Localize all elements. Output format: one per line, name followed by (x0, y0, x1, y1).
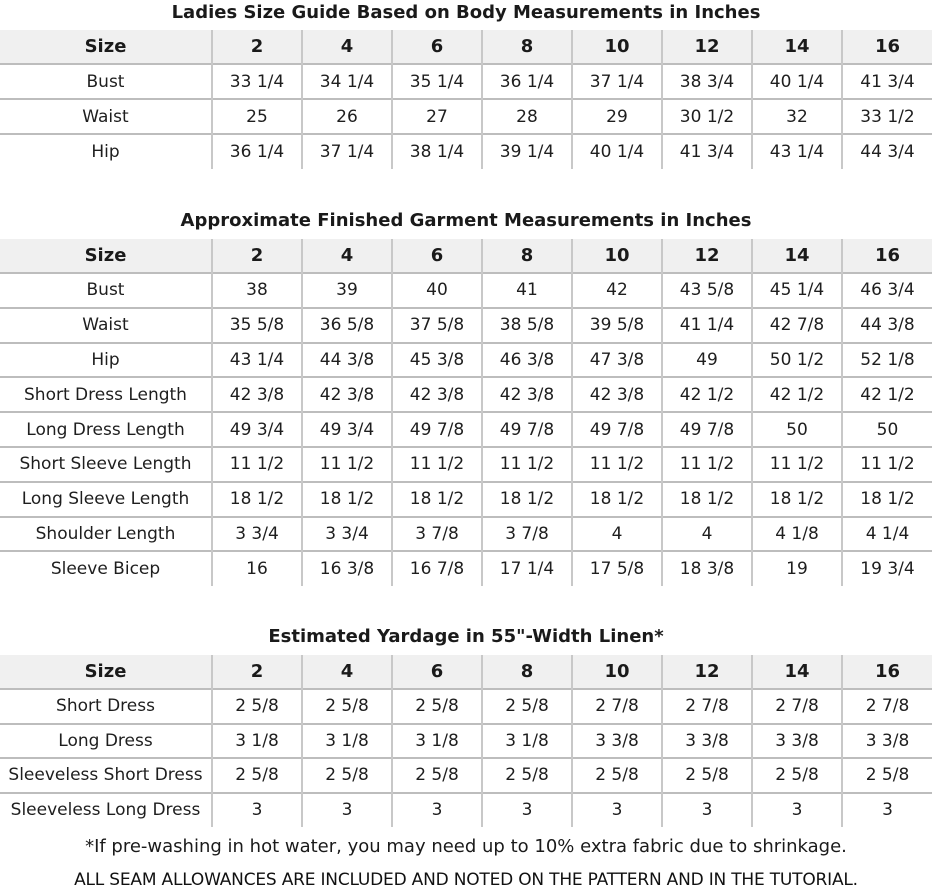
measurement-cell: 11 1/2 (392, 447, 482, 482)
table-row (0, 412, 932, 447)
table-row (0, 99, 932, 134)
measurement-cell: 33 1/2 (842, 99, 932, 134)
measurement-cell: 49 (662, 343, 752, 378)
measurement-cell: 42 3/8 (572, 377, 662, 412)
measurement-cell: 18 1/2 (212, 482, 302, 517)
row-label: Short Dress (56, 696, 155, 717)
table-row (0, 308, 932, 343)
size-column-header: 4 (302, 30, 392, 64)
size-column-header: 14 (752, 655, 842, 689)
measurement-cell: 39 (302, 273, 392, 308)
measurement-cell: 3 (212, 793, 302, 828)
table-row (0, 273, 932, 308)
row-label: Waist (82, 106, 129, 127)
measurement-cell: 39 5/8 (572, 308, 662, 343)
size-column-header: 6 (392, 30, 482, 64)
measurement-cell: 2 7/8 (662, 689, 752, 724)
measurement-cell: 18 1/2 (392, 482, 482, 517)
measurement-cell: 35 1/4 (392, 64, 482, 99)
table-row (0, 793, 932, 828)
body-measurements-table (0, 30, 932, 169)
measurement-cell: 38 (212, 273, 302, 308)
measurement-cell: 3 1/8 (392, 724, 482, 759)
measurement-cell: 11 1/2 (842, 447, 932, 482)
size-column-header: 14 (752, 239, 842, 273)
measurement-cell: 43 1/4 (212, 343, 302, 378)
measurement-cell: 3 3/4 (302, 517, 392, 552)
measurement-cell: 42 3/8 (302, 377, 392, 412)
size-column-header: 2 (212, 30, 302, 64)
measurement-cell: 50 (752, 412, 842, 447)
measurement-cell: 42 3/8 (392, 377, 482, 412)
size-column-header: 2 (212, 239, 302, 273)
size-column-header: 6 (392, 239, 482, 273)
measurement-cell: 44 3/8 (302, 343, 392, 378)
measurement-cell: 2 5/8 (392, 689, 482, 724)
size-column-header: 16 (842, 30, 932, 64)
measurement-cell: 42 (572, 273, 662, 308)
row-label: Hip (91, 142, 120, 162)
measurement-cell: 49 7/8 (392, 412, 482, 447)
row-label: Sleeve Bicep (50, 559, 161, 580)
measurement-cell: 40 1/4 (572, 134, 662, 169)
measurement-cell: 30 1/2 (662, 99, 752, 134)
measurement-cell: 27 (392, 99, 482, 134)
table-row (0, 343, 932, 378)
measurement-cell: 2 5/8 (212, 689, 302, 724)
size-column-header: 12 (662, 655, 752, 689)
measurement-cell: 19 3/4 (842, 551, 932, 586)
measurement-cell: 50 1/2 (752, 343, 842, 378)
measurement-cell: 38 3/4 (662, 64, 752, 99)
measurement-cell: 18 1/2 (572, 482, 662, 517)
table-row (0, 134, 932, 169)
measurement-cell: 35 5/8 (212, 308, 302, 343)
measurement-cell: 42 3/8 (212, 377, 302, 412)
row-label: Sleeveless Long Dress (10, 800, 201, 821)
size-column-header: 12 (662, 239, 752, 273)
measurement-cell: 3 3/8 (572, 724, 662, 759)
table-row (0, 689, 932, 724)
measurement-cell: 3 (302, 793, 392, 828)
prewash-footnote: *If pre-washing in hot water, you may need up to 10% extra fabric due to shrinkage. (85, 836, 847, 857)
measurement-cell: 49 7/8 (482, 412, 572, 447)
row-label: Hip (91, 349, 120, 370)
measurement-cell: 3 (842, 793, 932, 828)
size-column-header: 8 (482, 30, 572, 64)
measurement-cell: 16 (212, 551, 302, 586)
measurement-cell: 41 (482, 273, 572, 308)
measurement-cell: 11 1/2 (302, 447, 392, 482)
measurement-cell: 18 1/2 (482, 482, 572, 517)
measurement-cell: 26 (302, 99, 392, 134)
measurement-cell: 2 7/8 (752, 689, 842, 724)
measurement-cell: 11 1/2 (212, 447, 302, 482)
measurement-cell: 3 1/8 (302, 724, 392, 759)
table-row (0, 517, 932, 552)
table-row (0, 724, 932, 759)
table-row (0, 377, 932, 412)
measurement-cell: 2 5/8 (212, 758, 302, 793)
measurement-cell: 50 (842, 412, 932, 447)
size-column-header: 10 (572, 655, 662, 689)
size-column-header: 8 (482, 239, 572, 273)
size-column-header: 16 (842, 655, 932, 689)
measurement-cell: 2 5/8 (572, 758, 662, 793)
measurement-cell: 38 5/8 (482, 308, 572, 343)
measurement-cell: 34 1/4 (302, 64, 392, 99)
size-header-row (0, 239, 932, 273)
yardage-table (0, 655, 932, 827)
size-column-header: 8 (482, 655, 572, 689)
measurement-cell: 3 (572, 793, 662, 828)
size-column-header: 10 (572, 30, 662, 64)
measurement-cell: 2 7/8 (572, 689, 662, 724)
measurement-cell: 11 1/2 (662, 447, 752, 482)
measurement-cell: 41 1/4 (662, 308, 752, 343)
table-row (0, 64, 932, 99)
size-column-header: 2 (212, 655, 302, 689)
size-header-label: Size (0, 30, 212, 64)
size-column-header: 10 (572, 239, 662, 273)
measurement-cell: 2 5/8 (842, 758, 932, 793)
measurement-cell: 49 7/8 (662, 412, 752, 447)
measurement-cell: 3 (392, 793, 482, 828)
seam-allowance-note: ALL SEAM ALLOWANCES ARE INCLUDED AND NOTED ON THE PATTERN AND IN THE TUTORIAL. (74, 870, 858, 890)
measurement-cell: 45 1/4 (752, 273, 842, 308)
size-column-header: 16 (842, 239, 932, 273)
row-label: Long Dress (58, 730, 153, 751)
measurement-cell: 18 1/2 (662, 482, 752, 517)
row-label: Short Dress Length (24, 384, 187, 405)
measurement-cell: 3 (482, 793, 572, 828)
measurement-cell: 2 5/8 (302, 758, 392, 793)
measurement-cell: 3 (752, 793, 842, 828)
measurement-cell: 47 3/8 (572, 343, 662, 378)
measurement-cell: 2 5/8 (392, 758, 482, 793)
measurement-cell: 36 5/8 (302, 308, 392, 343)
size-header-row (0, 30, 932, 64)
measurement-cell: 32 (752, 99, 842, 134)
measurement-cell: 40 1/4 (752, 64, 842, 99)
size-column-header: 14 (752, 30, 842, 64)
measurement-cell: 37 1/4 (572, 64, 662, 99)
measurement-cell: 49 3/4 (212, 412, 302, 447)
measurement-cell: 52 1/8 (842, 343, 932, 378)
measurement-cell: 4 (572, 517, 662, 552)
measurement-cell: 17 1/4 (482, 551, 572, 586)
size-column-header: 12 (662, 30, 752, 64)
measurement-cell: 46 3/4 (842, 273, 932, 308)
measurement-cell: 3 7/8 (482, 517, 572, 552)
measurement-cell: 41 3/4 (662, 134, 752, 169)
measurement-cell: 43 5/8 (662, 273, 752, 308)
measurement-cell: 46 3/8 (482, 343, 572, 378)
size-header-label: Size (0, 655, 212, 689)
measurement-cell: 3 3/8 (662, 724, 752, 759)
measurement-cell: 33 1/4 (212, 64, 302, 99)
measurement-cell: 11 1/2 (482, 447, 572, 482)
measurement-cell: 19 (752, 551, 842, 586)
table-row (0, 551, 932, 586)
measurement-cell: 3 7/8 (392, 517, 482, 552)
table-row (0, 482, 932, 517)
row-label: Bust (86, 280, 125, 301)
measurement-cell: 2 5/8 (482, 758, 572, 793)
measurement-cell: 4 1/8 (752, 517, 842, 552)
measurement-cell: 37 5/8 (392, 308, 482, 343)
measurement-cell: 38 1/4 (392, 134, 482, 169)
table-row (0, 758, 932, 793)
measurement-cell: 42 1/2 (842, 377, 932, 412)
yardage-title: Estimated Yardage in 55"-Width Linen* (268, 626, 664, 647)
measurement-cell: 18 3/8 (662, 551, 752, 586)
measurement-cell: 28 (482, 99, 572, 134)
measurement-cell: 2 7/8 (842, 689, 932, 724)
measurement-cell: 11 1/2 (752, 447, 842, 482)
measurement-cell: 44 3/4 (842, 134, 932, 169)
size-header-label: Size (0, 239, 212, 273)
size-header-row (0, 655, 932, 689)
measurement-cell: 37 1/4 (302, 134, 392, 169)
measurement-cell: 39 1/4 (482, 134, 572, 169)
measurement-cell: 41 3/4 (842, 64, 932, 99)
measurement-cell: 4 1/4 (842, 517, 932, 552)
row-label: Bust (86, 71, 125, 92)
row-label: Waist (82, 315, 129, 336)
row-label: Short Sleeve Length (19, 454, 192, 475)
measurement-cell: 2 5/8 (752, 758, 842, 793)
measurement-cell: 43 1/4 (752, 134, 842, 169)
measurement-cell: 3 3/8 (842, 724, 932, 759)
measurement-cell: 36 1/4 (482, 64, 572, 99)
measurement-cell: 25 (212, 99, 302, 134)
measurement-cell: 18 1/2 (752, 482, 842, 517)
table-row (0, 447, 932, 482)
measurement-cell: 2 5/8 (302, 689, 392, 724)
row-label: Shoulder Length (35, 523, 176, 544)
measurement-cell: 42 3/8 (482, 377, 572, 412)
measurement-cell: 44 3/8 (842, 308, 932, 343)
measurement-cell: 45 3/8 (392, 343, 482, 378)
finished-garment-table (0, 239, 932, 586)
measurement-cell: 3 (662, 793, 752, 828)
measurement-cell: 3 1/8 (482, 724, 572, 759)
measurement-cell: 42 1/2 (752, 377, 842, 412)
measurement-cell: 36 1/4 (212, 134, 302, 169)
measurement-cell: 42 7/8 (752, 308, 842, 343)
measurement-cell: 16 7/8 (392, 551, 482, 586)
measurement-cell: 29 (572, 99, 662, 134)
measurement-cell: 4 (662, 517, 752, 552)
row-label: Long Dress Length (26, 419, 185, 440)
measurement-cell: 2 5/8 (482, 689, 572, 724)
measurement-cell: 18 1/2 (842, 482, 932, 517)
size-column-header: 4 (302, 239, 392, 273)
measurement-cell: 49 7/8 (572, 412, 662, 447)
size-column-header: 4 (302, 655, 392, 689)
body-measurements-title: Ladies Size Guide Based on Body Measurements in Inches (171, 2, 761, 23)
measurement-cell: 3 1/8 (212, 724, 302, 759)
size-column-header: 6 (392, 655, 482, 689)
measurement-cell: 17 5/8 (572, 551, 662, 586)
row-label: Long Sleeve Length (21, 489, 190, 510)
finished-garment-title: Approximate Finished Garment Measurements in Inches (180, 210, 752, 231)
measurement-cell: 42 1/2 (662, 377, 752, 412)
measurement-cell: 3 3/4 (212, 517, 302, 552)
row-label: Sleeveless Short Dress (8, 765, 203, 786)
measurement-cell: 40 (392, 273, 482, 308)
measurement-cell: 11 1/2 (572, 447, 662, 482)
measurement-cell: 3 3/8 (752, 724, 842, 759)
measurement-cell: 2 5/8 (662, 758, 752, 793)
measurement-cell: 49 3/4 (302, 412, 392, 447)
measurement-cell: 18 1/2 (302, 482, 392, 517)
measurement-cell: 16 3/8 (302, 551, 392, 586)
